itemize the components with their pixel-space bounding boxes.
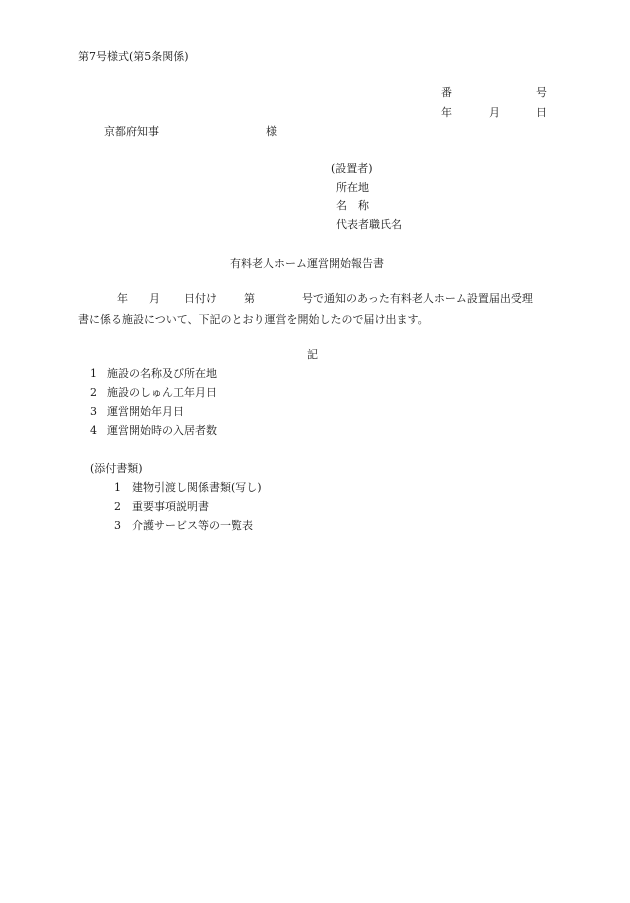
document-title: 有料老人ホーム運営開始報告書: [230, 257, 384, 270]
date-day-label: 日: [536, 106, 547, 119]
date-month-label: 月: [489, 106, 500, 119]
list-item: [90, 367, 217, 381]
list-item-text: 施設の名称及び所在地: [107, 367, 217, 380]
list-item-text: 施設のしゅん工年月日: [107, 386, 217, 399]
attachment-item: [114, 519, 253, 533]
attachment-item-text: 建物引渡し関係書類(写し): [132, 481, 262, 494]
list-item-text: 運営開始年月日: [107, 405, 184, 418]
list-item-number: 2: [90, 386, 97, 399]
addressee-name: 京都府知事: [104, 125, 159, 138]
ki-heading: 記: [307, 348, 318, 361]
attachment-item: [114, 481, 262, 495]
body-line1-rest: 号で通知のあった有料老人ホーム設置届出受理: [302, 292, 533, 305]
number-suffix: 号: [536, 86, 547, 99]
body-paragraph-line-2: 書に係る施設について、下記のとおり運営を開始したので届け出ます。: [78, 313, 429, 326]
attachments-heading: (添付書類): [90, 462, 143, 475]
body-year-label: 年: [117, 292, 128, 305]
body-month-label: 月: [149, 292, 160, 305]
attachment-item-number: 2: [114, 500, 121, 513]
attachment-item-number: 1: [114, 481, 121, 494]
list-item-number: 4: [90, 424, 97, 437]
body-dai-label: 第: [244, 292, 255, 305]
attachment-item: [114, 500, 209, 514]
installer-heading: (設置者): [331, 162, 373, 175]
date-year-label: 年: [441, 106, 452, 119]
installer-name-label: 名 称: [336, 199, 369, 212]
attachment-item-text: 介護サービス等の一覧表: [132, 519, 253, 532]
list-item-number: 3: [90, 405, 97, 418]
installer-representative-label: 代表者職氏名: [336, 218, 402, 231]
installer-address-label: 所在地: [336, 181, 369, 194]
list-item: [90, 405, 184, 419]
list-item-text: 運営開始時の入居者数: [107, 424, 217, 437]
list-item-number: 1: [90, 367, 97, 380]
addressee-honorific: 様: [266, 125, 277, 138]
attachment-item-number: 3: [114, 519, 121, 532]
list-item: [90, 386, 217, 400]
form-number: 第7号様式(第5条関係): [78, 50, 189, 63]
list-item: [90, 424, 217, 438]
body-dated-label: 日付け: [184, 292, 217, 305]
attachment-item-text: 重要事項説明書: [132, 500, 209, 513]
number-label: 番: [441, 86, 452, 99]
